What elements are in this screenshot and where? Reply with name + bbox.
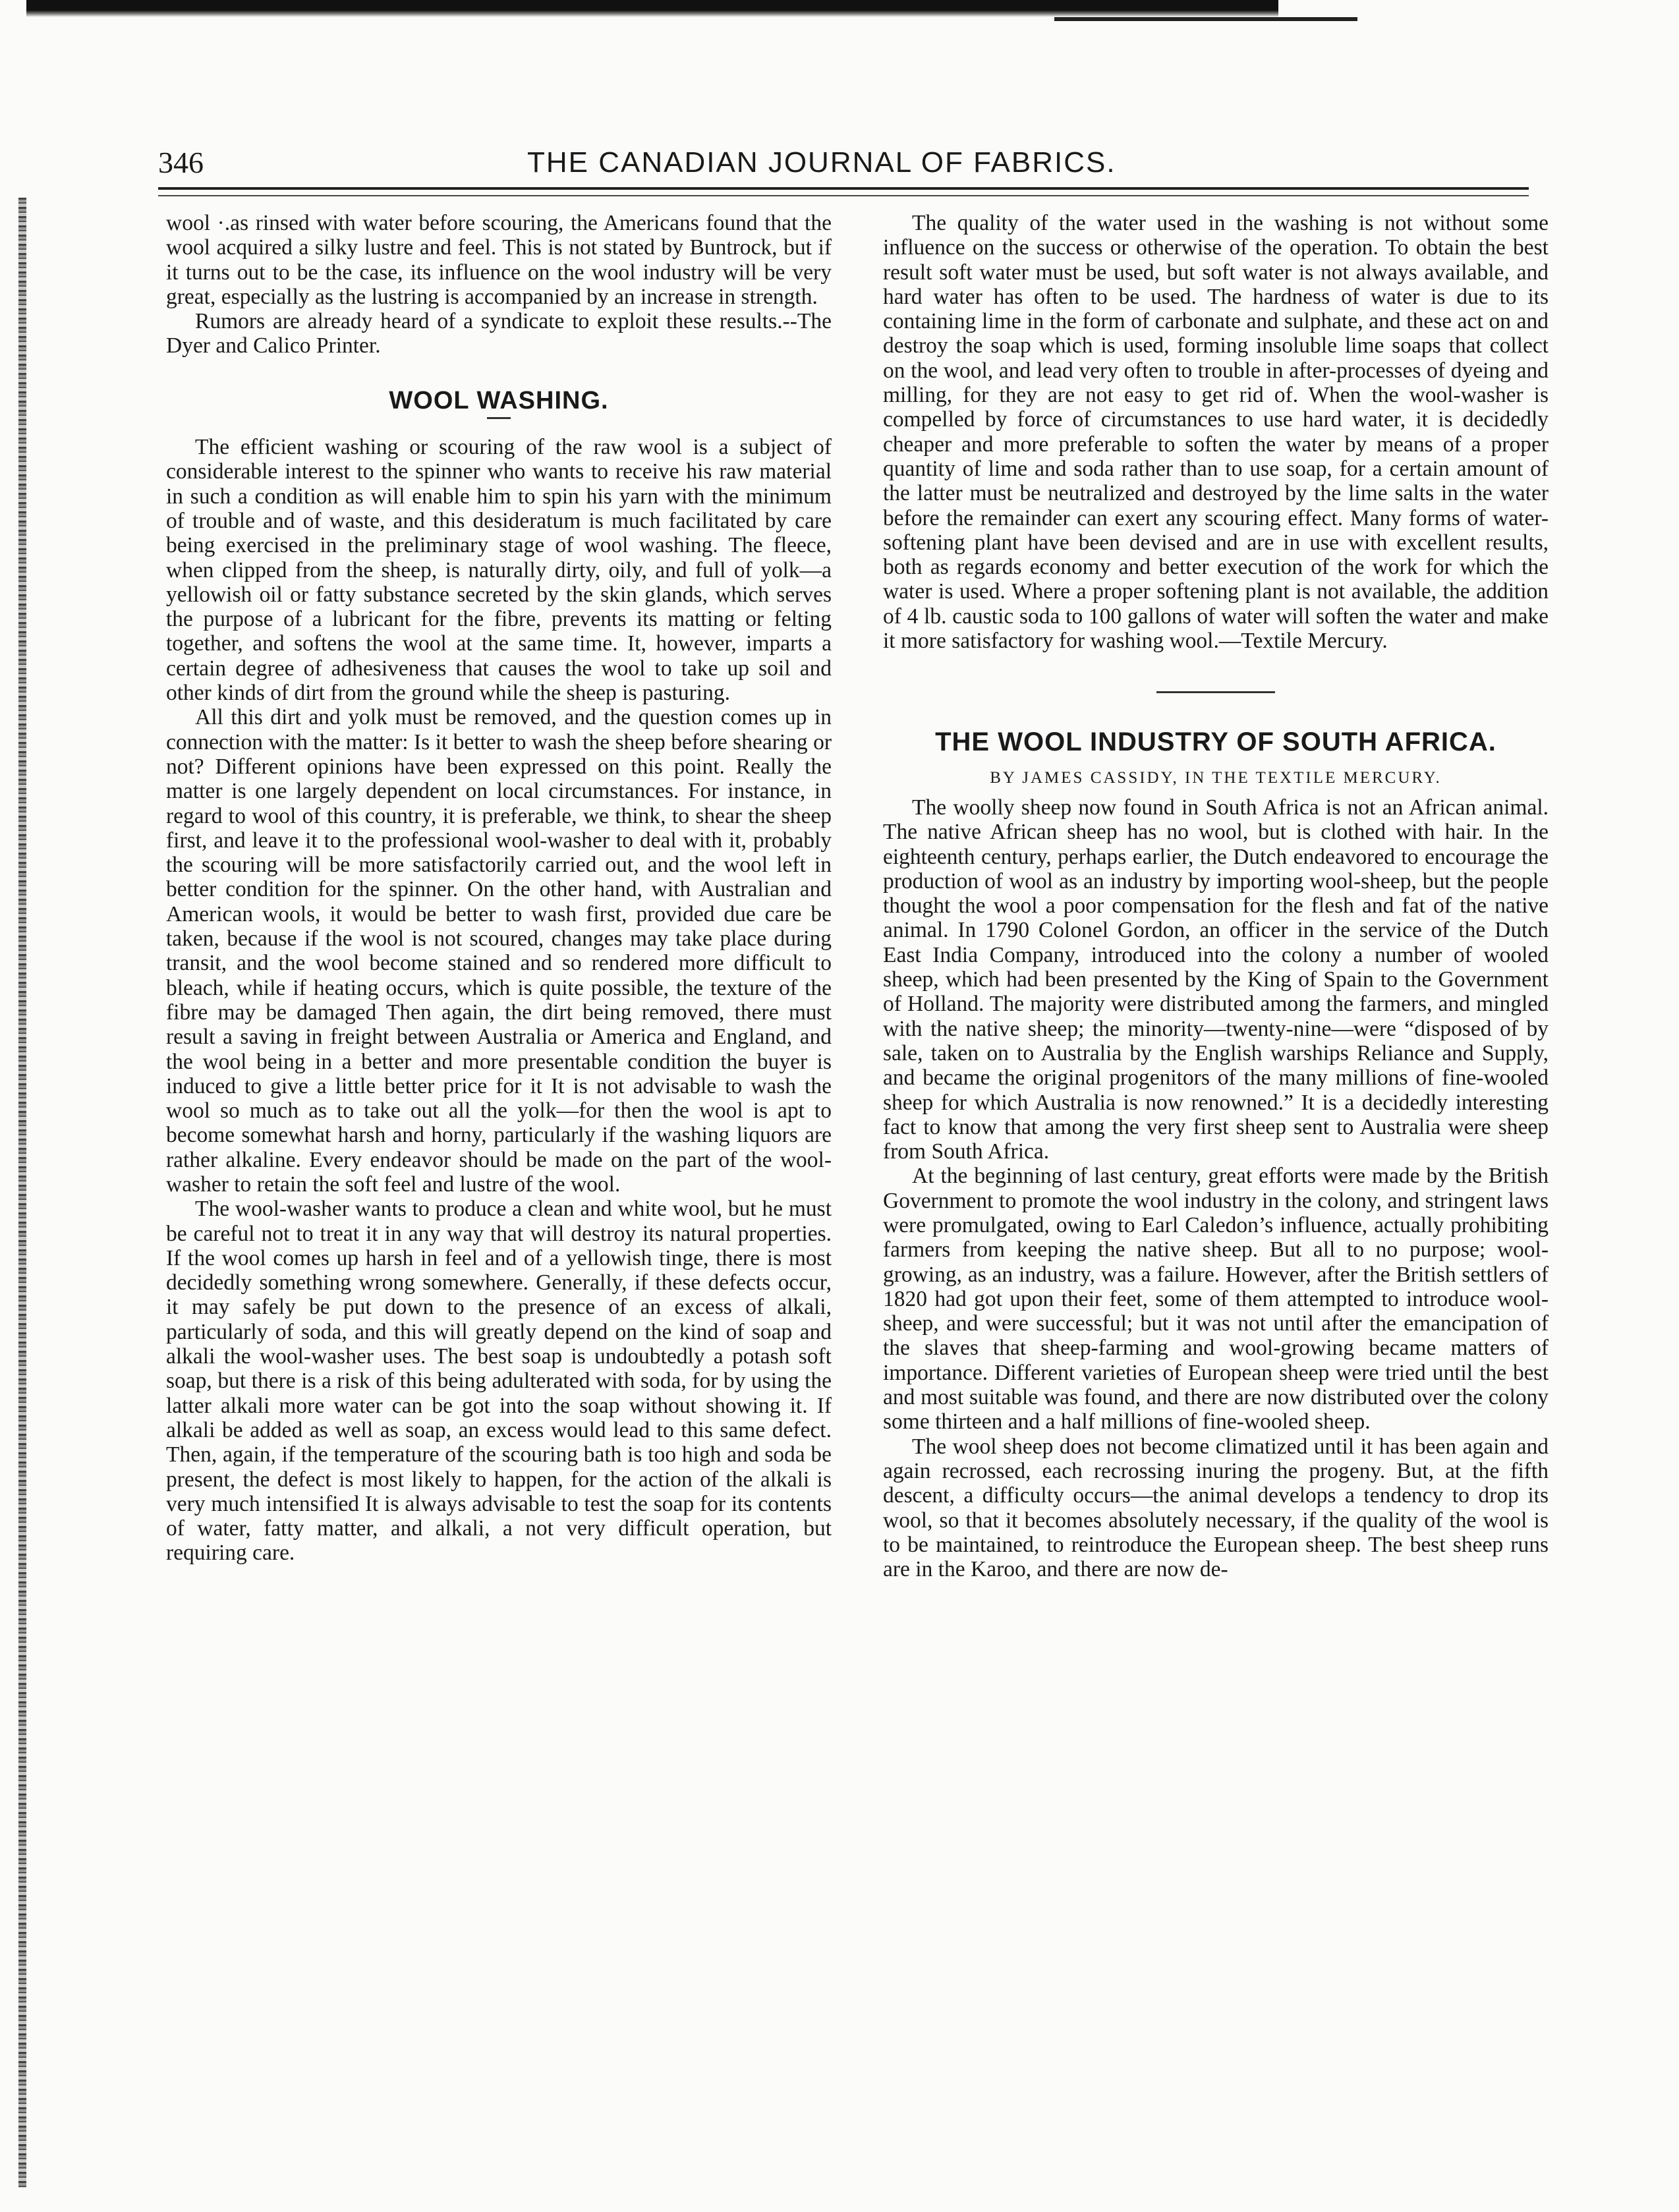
south-africa-title: THE WOOL INDUSTRY OF SOUTH AFRICA. (935, 727, 1496, 757)
wool-washing-paragraph: The quality of the water used in the washing is not without some influence on the success or otherwise of the operation. To obtain the best result soft water must be used, but soft water is not always available, and hard water has often to be used. The hardness of water is due to its containing lime in the form of carbonate and sulphate, and these act on and destroy the soap which is used, forming insoluble lime soaps that collect on the wool, and lead very often to trouble in after-processes of dyeing and milling, for they are not easy to get rid of. When the wool-washer is compelled by force of circumstances to use hard water, it is decidedly cheaper and more preferable to soften the water by means of a proper quantity of lime and soda rather than to use soap, for a certain amount of the latter must be neutralized and destroyed by the lime salts in the water before the remainder can exert any scouring effect. Many forms of water-softening plant have been devised and are in use with excellent results, both as regards economy and better execution of the work for which the water is used. Where a proper softening plant is not available, the addition of 4 lb. caustic soda to 100 gallons of water will soften the water and make it more satisfactory for washing wool.—Textile Mercury. (883, 211, 1549, 654)
south-africa-paragraph: The woolly sheep now found in South Africa is not an African animal. The native African sheep has no wool, but is clothed with hair. In the eighteenth century, perhaps earlier, the Dutch endeavored to encourage the production of wool as an industry by importing wool-sheep, but the people thought the wool a poor compensation for the flesh and fat of the native animal. In 1790 Colonel Gordon, an officer in the service of the Dutch East India Company, introduced into the colony a number of wooled sheep, which had been presented by the King of Spain to the Government of Holland. The majority were distributed among the farmers, and mingled with the native sheep; the minority—twenty-nine—were “disposed of by sale, taken on to Australia by the English warships Reliance and Supply, and became the original progenitors of the many millions of fine-wooled sheep for which Australia is now renowned.” It is a decidedly interesting fact to know that among the very first sheep sent to Australia were sheep from South Africa. (883, 795, 1549, 1164)
right-column (883, 211, 1549, 1581)
header-rule (158, 187, 1529, 196)
page-header (158, 138, 1542, 184)
top-border-rule-tail (1054, 17, 1357, 21)
wool-washing-paragraph: The efficient washing or scouring of the raw wool is a subject of considerable interest to the spinner who wants to receive his raw material in such a condition as will enable him to spin his yarn with the minimum of trouble and of waste, and this desideratum is much facilitated by care being exercised in the preliminary stage of wool washing. The fleece, when clipped from the sheep, is naturally dirty, oily, and full of yolk—a yellowish oil or fatty substance secreted by the skin glands, which serves the purpose of a lubricant for the fibre, prevents its matting or felting together, and softens the wool at the same time. It, however, imparts a certain degree of adhesiveness that causes the wool to take up soil and other kinds of dirt from the ground while the sheep is pasturing. (166, 435, 832, 706)
wool-washing-paragraph: The wool-washer wants to produce a clean and white wool, but he must be careful not to treat it in any way that will destroy its natural properties. If the wool comes up harsh in feel and of a yellowish tinge, there is most decidedly something wrong somewhere. Generally, if these defects occur, it may safely be put down to the presence of an excess of alkali, particularly of soda, and this will greatly depend on the kind of soap and alkali the wool-washer uses. The best soap is undoubtedly a potash soft soap, but there is a risk of this being adulterated with soda, for by using the latter alkali more water can be got into the soap without showing it. If alkali be added as well as soap, an excess would lead to this same defect. Then, again, if the temperature of the scouring bath is too high and soda be present, the defect is most likely to happen, for the action of the alkali is very much intensified It is always advisable to test the soap for its contents of water, fatty matter, and alkali, a not very difficult operation, but requiring care. (166, 1197, 832, 1566)
article-continuation-paragraph: wool ·.as rinsed with water before scouring, the Americans found that the wool acquired a silky lustre and feel. This is not stated by Buntrock, but if it turns out to be the case, its influence on the wool industry will be very great, especially as the lustring is accompanied by an increase in strength. (166, 211, 832, 309)
top-border-rule (26, 0, 1278, 17)
binding-edge (18, 198, 26, 2188)
journal-title: THE CANADIAN JOURNAL OF FABRICS. (527, 146, 1116, 179)
title-underline-rule (487, 417, 511, 419)
south-africa-paragraph: The wool sheep does not become climatized until it has been again and again recrossed, each recrossing inuring the progeny. But, at the fifth descent, a difficulty occurs—the animal develops a tendency to drop its wool, so that it becomes absolutely necessary, if the quality of the wool is to be maintained, to reintroduce the European sheep. The best sheep runs are in the Karoo, and there are now de- (883, 1434, 1549, 1582)
wool-washing-title: WOOL WASHING. (389, 386, 609, 414)
wool-washing-paragraph: All this dirt and yolk must be removed, and the question comes up in connection with the matter: Is it better to wash the sheep before shearing or not? Different opinions have been expressed on this point. Really the matter is one largely dependent on local circumstances. For instance, in regard to wool of this country, it is preferable, we think, to shear the sheep first, and leave it to the professional wool-washer to deal with it, probably the scouring will be more satisfactorily carried out, and the wool left in better condition for the spinner. On the other hand, with Australian and American wools, it would be better to wash first, provided due care be taken, because if the wool is not scoured, changes may take place during transit, and the wool become stained and so rendered more difficult to bleach, while if heating occurs, which is quite possible, the texture of the fibre may be damaged Then again, the dirt being removed, there must result a saving in freight between Australia or America and England, and the wool being in a better and more presentable condition the buyer is induced to give a little better price for it It is not advisable to wash the wool so much as to take out all the yolk—for then the wool is apt to become somewhat harsh and horny, particularly if the washing liquors are rather alkaline. Every endeavor should be made on the part of the wool-washer to retain the soft feel and lustre of the wool. (166, 705, 832, 1197)
left-column (166, 211, 832, 1566)
south-africa-paragraph: At the beginning of last century, great efforts were made by the British Government to promote the wool industry in the colony, and stringent laws were promulgated, owing to Earl Caledon’s influence, actually prohibiting farmers from keeping the native sheep. But all to no purpose; wool-growing, as an industry, was a failure. However, after the British settlers of 1820 had got upon their feet, some of them attempted to introduce wool-sheep, and were successful; but it was not until after the emancipation of the slaves that sheep-farming and wool-growing became matters of importance. Different varieties of European sheep were tried until the best and most suitable was found, and there are now distributed over the colony some thirteen and a half millions of fine-wooled sheep. (883, 1164, 1549, 1434)
page-number: 346 (158, 146, 204, 179)
article-byline: BY JAMES CASSIDY, IN THE TEXTILE MERCURY. (990, 768, 1442, 787)
article-continuation-paragraph: Rumors are already heard of a syndicate to exploit these results.--The Dyer and Calico Printer. (166, 309, 832, 358)
article-separator-rule (1156, 691, 1275, 693)
